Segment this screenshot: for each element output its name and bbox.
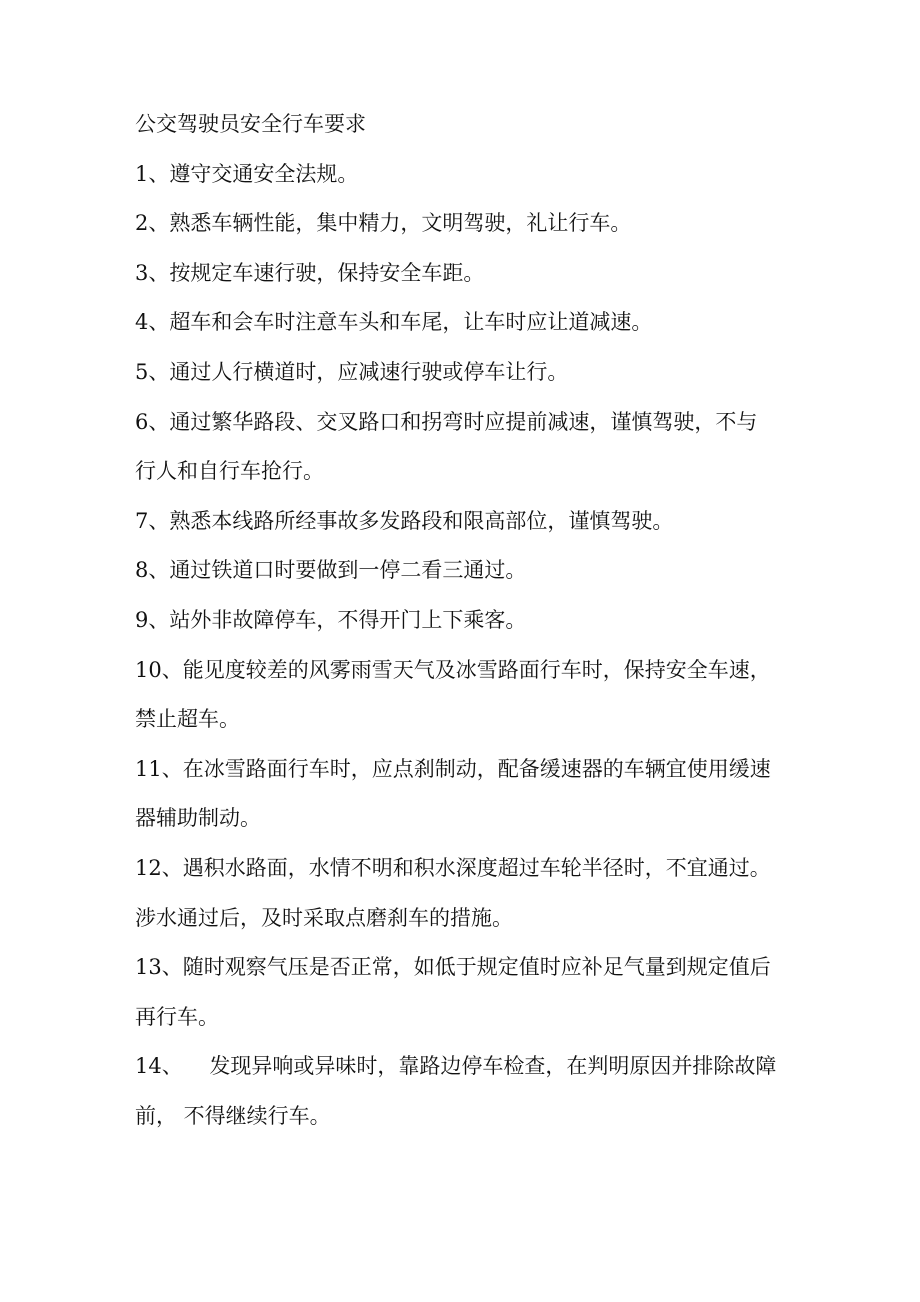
list-item-text: 再行车。 [135,1004,219,1029]
list-item-number: 12、 [135,855,183,880]
list-item-number: 5、 [135,359,170,384]
list-item-continuation [135,1092,815,1142]
list-item-text: 前， 不得继续行车。 [135,1103,331,1128]
list-item-continuation [135,894,815,944]
list-item-number: 7、 [135,508,170,533]
list-item-line [135,249,815,299]
list-item [135,497,815,547]
list-item-number: 6、 [135,409,170,434]
list-item-text: 超车和会车时注意车头和车尾，让车时应让道减速。 [169,310,653,335]
list-item [135,844,815,943]
list-item-number: 8、 [135,558,170,583]
list-item [135,646,815,745]
list-item-text: 熟悉本线路所经事故多发路段和限高部位，谨慎驾驶。 [169,508,674,533]
list-item-text: 器辅助制动。 [135,806,261,831]
list-item-number: 4、 [135,310,170,335]
list-item [135,1042,815,1141]
list-item-line [135,546,815,596]
list-item-number: 1、 [135,161,170,186]
list-item-line [135,497,815,547]
list-item-line [135,199,815,249]
list-item [135,150,815,200]
list-item-line [135,398,815,448]
list-item-line [135,844,815,894]
list-item-text: 站外非故障停车，不得开门上下乘客。 [169,607,527,632]
list-item-number: 13、 [135,955,183,980]
list-item-number: 3、 [135,260,170,285]
list-item-continuation [135,695,815,745]
list-item-text: 涉水通过后，及时采取点磨刹车的措施。 [135,905,513,930]
requirements-list [135,150,815,1142]
list-item-text: 发现异响或异味时，靠路边停车检查，在判明原因并排除故障 [182,1054,777,1079]
list-item-text: 行人和自行车抢行。 [135,459,324,484]
list-item [135,745,815,844]
list-item-text: 在冰雪路面行车时，应点刹制动，配备缓速器的车辆宜使用缓速 [182,756,771,781]
list-item-line [135,745,815,795]
list-item-number: 10、 [135,657,183,682]
list-item [135,298,815,348]
list-item-number: 14、 [135,1054,183,1079]
list-item-number: 11、 [135,756,183,781]
document-body [135,100,815,1141]
list-item-line [135,1042,815,1092]
list-item-continuation [135,993,815,1043]
list-item-line [135,298,815,348]
list-item-number: 2、 [135,211,170,236]
list-item [135,596,815,646]
list-item-line [135,646,815,696]
list-item-number: 9、 [135,607,170,632]
list-item-line [135,348,815,398]
list-item-text: 遇积水路面，水情不明和积水深度超过车轮半径时，不宜通过。 [182,855,771,880]
list-item-text: 遵守交通安全法规。 [169,161,359,186]
list-item-text: 能见度较差的风雾雨雪天气及冰雪路面行车时，保持安全车速， [182,657,771,682]
list-item-text: 通过繁华路段、交叉路口和拐弯时应提前减速，谨慎驾驶，不与 [169,409,758,434]
list-item-line [135,150,815,200]
document-title: 公交驾驶员安全行车要求 [135,112,366,136]
list-item [135,249,815,299]
list-item-continuation [135,794,815,844]
list-item-text: 禁止超车。 [135,707,240,732]
list-item-text: 通过铁道口时要做到一停二看三通过。 [169,558,527,583]
list-item [135,199,815,249]
list-item-continuation [135,447,815,497]
list-item [135,546,815,596]
list-item-line [135,943,815,993]
list-item [135,943,815,1042]
list-item-line [135,596,815,646]
list-item-text: 熟悉车辆性能，集中精力，文明驾驶，礼让行车。 [169,211,632,236]
list-item-text: 随时观察气压是否正常，如低于规定值时应补足气量到规定值后 [182,955,771,980]
list-item [135,398,815,497]
list-item [135,348,815,398]
list-item-text: 通过人行横道时，应减速行驶或停车让行。 [169,359,569,384]
list-item-text: 按规定车速行驶，保持安全车距。 [169,260,485,285]
